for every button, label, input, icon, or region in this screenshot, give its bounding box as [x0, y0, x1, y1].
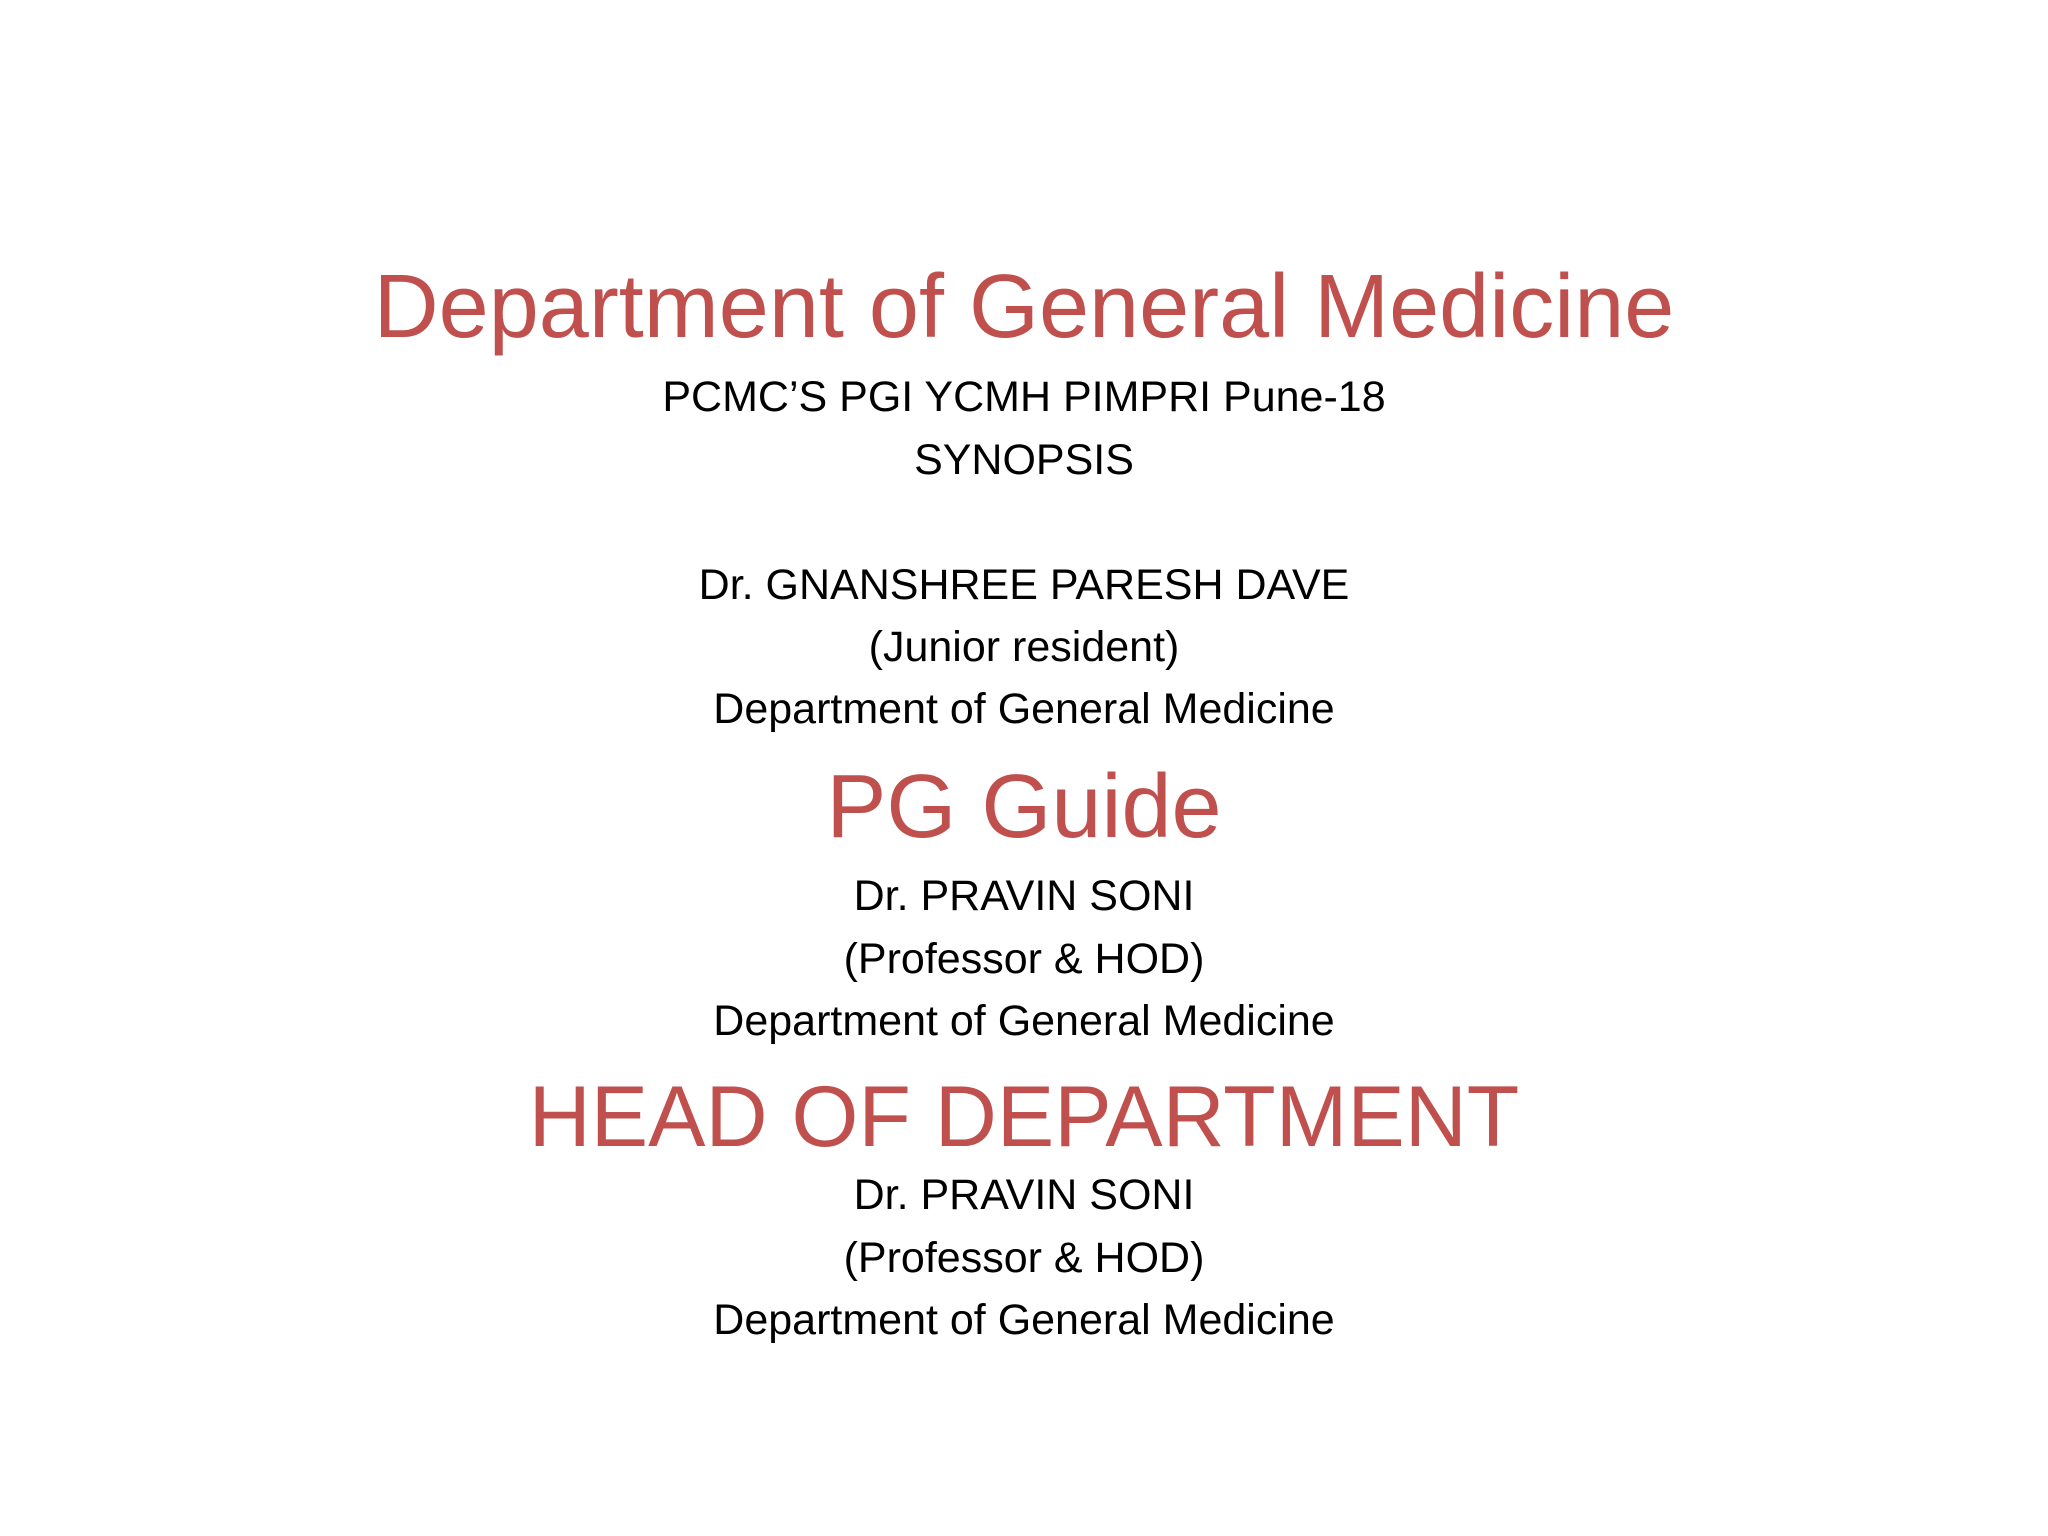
guide-name: Dr. PRAVIN SONI	[853, 872, 1195, 920]
guide-role: (Professor & HOD)	[843, 935, 1205, 983]
hod-heading: HEAD OF DEPARTMENT	[528, 1069, 1520, 1165]
institution-line: PCMC’S PGI YCMH PIMPRI Pune-18	[662, 373, 1386, 421]
guide-department: Department of General Medicine	[713, 997, 1335, 1045]
guide-heading: PG Guide	[826, 757, 1222, 857]
resident-role: (Junior resident)	[868, 623, 1180, 671]
slide-title: Department of General Medicine	[373, 257, 1675, 357]
resident-name: Dr. GNANSHREE PARESH DAVE	[698, 561, 1350, 609]
hod-role: (Professor & HOD)	[843, 1234, 1205, 1282]
hod-department: Department of General Medicine	[713, 1296, 1335, 1344]
hod-name: Dr. PRAVIN SONI	[853, 1171, 1195, 1219]
document-type: SYNOPSIS	[914, 436, 1134, 484]
resident-department: Department of General Medicine	[713, 685, 1335, 733]
